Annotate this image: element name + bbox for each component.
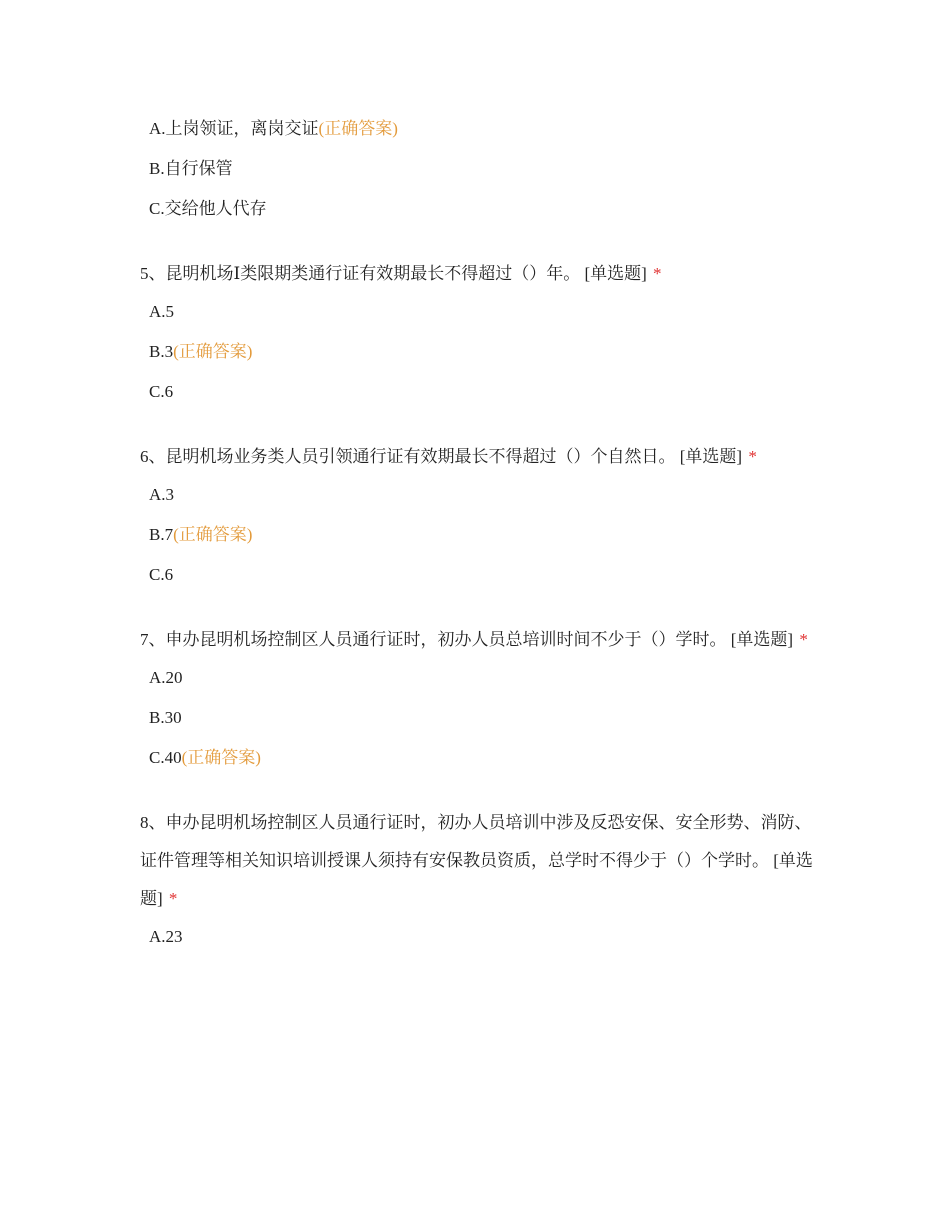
question-text: 6、昆明机场业务类人员引领通行证有效期最长不得超过（）个自然日。 xyxy=(140,447,676,466)
option-b xyxy=(149,707,820,729)
option-label: A.3 xyxy=(149,485,175,504)
option-label: A.20 xyxy=(149,668,183,687)
question-title xyxy=(140,255,820,293)
question-type: [单选题] xyxy=(730,630,794,649)
question-title xyxy=(140,804,820,918)
option-label: B.30 xyxy=(149,708,182,727)
required-mark: * xyxy=(653,264,662,283)
option-label: A.5 xyxy=(149,302,175,321)
option-c xyxy=(149,747,820,769)
option-c xyxy=(149,381,820,403)
option-a xyxy=(149,926,820,948)
question-text: 8、申办昆明机场控制区人员通行证时，初办人员培训中涉及反恐安保、安全形势、消防、证件管理等相关知识培训授课人须持有安保教员资质，总学时不得少于（）个学时。 xyxy=(140,813,812,870)
question-type: [单选题] xyxy=(584,264,647,283)
option-list xyxy=(140,484,820,586)
option-list xyxy=(140,667,820,769)
question-text: 7、申办昆明机场控制区人员通行证时，初办人员总培训时间不少于（）学时。 xyxy=(140,630,727,649)
question-type: [单选题] xyxy=(679,447,743,466)
option-label: A.上岗领证，离岗交证 xyxy=(149,119,319,138)
option-label: B.3 xyxy=(149,342,174,361)
option-b xyxy=(149,158,820,180)
question-title xyxy=(140,621,820,659)
option-c xyxy=(149,564,820,586)
option-label: A.23 xyxy=(149,927,183,946)
option-c xyxy=(149,198,820,220)
required-mark: * xyxy=(748,447,757,466)
survey-document xyxy=(140,118,820,948)
question-5 xyxy=(140,255,820,403)
option-label: C.交给他人代存 xyxy=(149,199,267,218)
option-label: C.6 xyxy=(149,565,174,584)
option-label: B.自行保管 xyxy=(149,159,233,178)
option-list xyxy=(140,926,820,948)
correct-answer-tag: (正确答案) xyxy=(173,342,253,361)
required-mark: * xyxy=(799,630,808,649)
option-list xyxy=(140,118,820,220)
option-a xyxy=(149,484,820,506)
option-list xyxy=(140,301,820,403)
correct-answer-tag: (正确答案) xyxy=(318,119,398,138)
question-title xyxy=(140,438,820,476)
required-mark: * xyxy=(168,889,178,908)
option-label: C.40 xyxy=(149,748,182,767)
question-6 xyxy=(140,438,820,586)
option-b xyxy=(149,341,820,363)
question-type: [单选题] xyxy=(140,851,813,908)
correct-answer-tag: (正确答案) xyxy=(181,748,261,767)
question-text: 5、昆明机场Ⅰ类限期类通行证有效期最长不得超过（）年。 xyxy=(140,264,581,283)
option-a xyxy=(149,667,820,689)
question-8 xyxy=(140,804,820,948)
correct-answer-tag: (正确答案) xyxy=(173,525,253,544)
question-7 xyxy=(140,621,820,769)
option-a xyxy=(149,301,820,323)
option-label: B.7 xyxy=(149,525,174,544)
option-a xyxy=(149,118,820,140)
option-b xyxy=(149,524,820,546)
option-label: C.6 xyxy=(149,382,174,401)
